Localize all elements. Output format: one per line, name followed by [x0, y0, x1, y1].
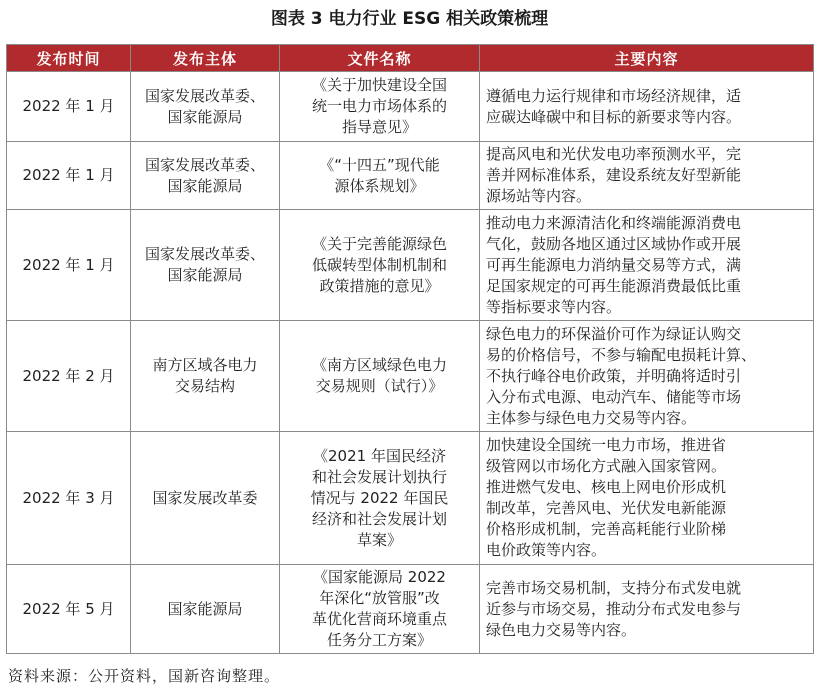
table-row [7, 72, 814, 142]
cell-content: 加快建设全国统一电力市场，推进省 级管网以市场化方式融入国家管网。 推进燃气发电、核电上网电价形成机 制改革，完善风电、光伏发电新能源 价格形成机制，完善高耗能行业阶梯 电价政策等内容。 [480, 432, 814, 565]
cell-content: 遵循电力运行规律和市场经济规律，适 应碳达峰碳中和目标的新要求等内容。 [480, 72, 814, 142]
cell-content: 推动电力来源清洁化和终端能源消费电 气化，鼓励各地区通过区域协作或开展 可再生能源电力消纳量交易等方式，满 足国家规定的可再生能源消费最低比重 等指标要求等内容。 [480, 210, 814, 321]
cell-publisher: 国家能源局 [131, 565, 280, 654]
cell-publisher: 南方区域各电力 交易结构 [131, 321, 280, 432]
cell-content: 完善市场交易机制，支持分布式发电就 近参与市场交易，推动分布式发电参与 绿色电力交易等内容。 [480, 565, 814, 654]
cell-document: 《国家能源局 2022 年深化“放管服”改 革优化营商环境重点 任务分工方案》 [280, 565, 480, 654]
cell-publisher: 国家发展改革委、 国家能源局 [131, 210, 280, 321]
table-header-row [7, 45, 814, 72]
cell-publisher: 国家发展改革委、 国家能源局 [131, 142, 280, 210]
cell-date: 2022 年 2 月 [7, 321, 131, 432]
header-content: 主要内容 [480, 45, 814, 72]
table-row [7, 565, 814, 654]
cell-document: 《南方区域绿色电力 交易规则（试行）》 [280, 321, 480, 432]
source-note: 资料来源：公开资料，国新咨询整理。 [8, 667, 281, 685]
cell-date: 2022 年 1 月 [7, 210, 131, 321]
cell-content: 绿色电力的环保溢价可作为绿证认购交 易的价格信号，不参与输配电损耗计算、 不执行峰谷电价政策，并明确将适时引 入分布式电源、电动汽车、储能等市场 主体参与绿色电力交易等内容。 [480, 321, 814, 432]
cell-date: 2022 年 5 月 [7, 565, 131, 654]
table-row [7, 432, 814, 565]
cell-content: 提高风电和光伏发电功率预测水平，完 善并网标准体系，建设系统友好型新能 源场站等内容。 [480, 142, 814, 210]
figure-title: 图表 3 电力行业 ESG 相关政策梳理 [270, 9, 549, 29]
cell-document: 《关于加快建设全国 统一电力市场体系的 指导意见》 [280, 72, 480, 142]
table-row [7, 142, 814, 210]
cell-document: 《“十四五”现代能 源体系规划》 [280, 142, 480, 210]
header-document: 文件名称 [280, 45, 480, 72]
cell-publisher: 国家发展改革委 [131, 432, 280, 565]
table-row [7, 210, 814, 321]
cell-document: 《2021 年国民经济 和社会发展计划执行 情况与 2022 年国民 经济和社会发展计划 草案》 [280, 432, 480, 565]
table-row [7, 321, 814, 432]
cell-publisher: 国家发展改革委、 国家能源局 [131, 72, 280, 142]
header-date: 发布时间 [7, 45, 131, 72]
policy-table [6, 44, 814, 654]
cell-date: 2022 年 1 月 [7, 72, 131, 142]
header-publisher: 发布主体 [131, 45, 280, 72]
cell-document: 《关于完善能源绿色 低碳转型体制机制和 政策措施的意见》 [280, 210, 480, 321]
cell-date: 2022 年 3 月 [7, 432, 131, 565]
cell-date: 2022 年 1 月 [7, 142, 131, 210]
